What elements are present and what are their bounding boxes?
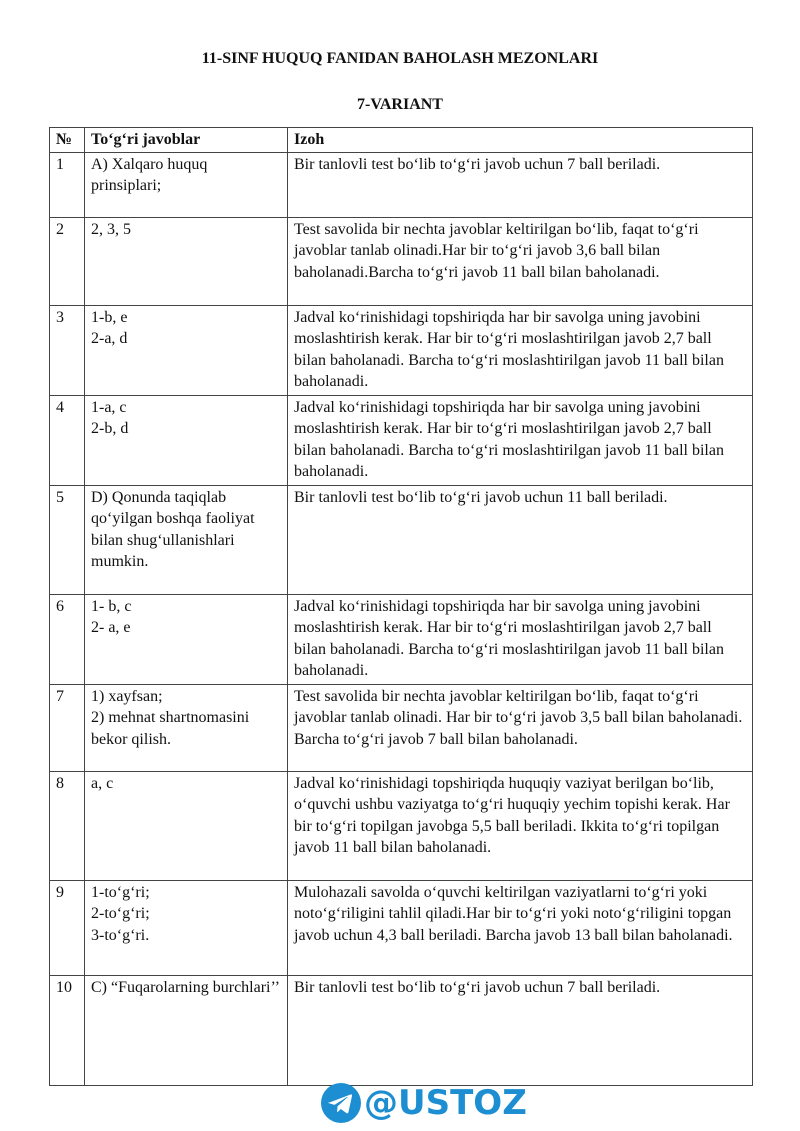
row-answer: a, c [85, 771, 288, 880]
document-title: 11-SINF HUQUQ FANIDAN BAHOLASH MEZONLARI [201, 50, 599, 67]
table-row [50, 771, 753, 880]
row-number: 8 [50, 771, 85, 880]
logo-text: @USTOZ [364, 1083, 527, 1123]
grading-table [49, 127, 753, 1086]
row-answer: 1- b, c 2- a, e [85, 594, 288, 684]
row-izoh: Bir tanlovli test bo‘lib to‘g‘ri javob uchun 7 ball beriladi. [288, 152, 753, 217]
row-number: 6 [50, 594, 85, 684]
ustoz-logo [320, 1081, 527, 1125]
row-answer: C) “Fuqarolarning burchlari’’ [85, 975, 288, 1085]
row-answer: 2, 3, 5 [85, 217, 288, 305]
row-number: 1 [50, 152, 85, 217]
variant-title: 7-VARIANT [357, 96, 443, 113]
table-row [50, 880, 753, 975]
row-number: 5 [50, 485, 85, 594]
row-izoh: Jadval ko‘rinishidagi topshiriqda har bir savolga uning javobini moslashtirish kerak. Har bir to‘g‘ri moslashtirilgan javob 2,7 ball bilan baholanadi. Barcha to‘g‘ri moslashtirilgan javob 11 ball bilan baholanadi. [288, 305, 753, 395]
row-answer: 1-to‘g‘ri; 2-to‘g‘ri; 3-to‘g‘ri. [85, 880, 288, 975]
row-izoh: Jadval ko‘rinishidagi topshiriqda har bir savolga uning javobini moslashtirish kerak. Har bir to‘g‘ri moslashtirilgan javob 2,7 ball bilan baholanadi. Barcha to‘g‘ri moslashtirilgan javob 11 ball bilan baholanadi. [288, 395, 753, 485]
row-number: 4 [50, 395, 85, 485]
table-row [50, 217, 753, 305]
row-izoh: Test savolida bir nechta javoblar keltirilgan bo‘lib, faqat to‘g‘ri javoblar tanlab olinadi.Har bir to‘g‘ri javob 3,6 ball bilan baholanadi.Barcha to‘g‘ri javob 11 ball bilan baholanadi. [288, 217, 753, 305]
row-number: 7 [50, 684, 85, 771]
header-answers: To‘g‘ri javoblar [85, 128, 288, 153]
row-izoh: Mulohazali savolda o‘quvchi keltirilgan vaziyatlarni to‘g‘ri yoki noto‘g‘riligini tahlil qiladi.Har bir to‘g‘ri yoki noto‘g‘riligini topgan javob uchun 4,3 ball beriladi. Barcha javob 13 ball bilan baholanadi. [288, 880, 753, 975]
row-answer: D) Qonunda taqiqlab qo‘yilgan boshqa faoliyat bilan shug‘ullanishlari mumkin. [85, 485, 288, 594]
table-row [50, 305, 753, 395]
header-izoh: Izoh [288, 128, 753, 153]
telegram-icon [320, 1082, 362, 1124]
row-number: 10 [50, 975, 85, 1085]
row-number: 3 [50, 305, 85, 395]
row-izoh: Test savolida bir nechta javoblar keltirilgan bo‘lib, faqat to‘g‘ri javoblar tanlab olinadi. Har bir to‘g‘ri javob 3,5 ball bilan baholanadi. Barcha to‘g‘ri javob 7 ball bilan baholanadi. [288, 684, 753, 771]
table-row [50, 152, 753, 217]
row-answer: 1-b, e 2-a, d [85, 305, 288, 395]
row-number: 9 [50, 880, 85, 975]
table-row [50, 594, 753, 684]
table-row [50, 485, 753, 594]
row-answer: 1-a, c 2-b, d [85, 395, 288, 485]
row-izoh: Bir tanlovli test bo‘lib to‘g‘ri javob uchun 7 ball beriladi. [288, 975, 753, 1085]
header-number: № [50, 128, 85, 153]
row-izoh: Jadval ko‘rinishidagi topshiriqda huquqiy vaziyat berilgan bo‘lib, o‘quvchi ushbu vaziyatga to‘g‘ri huquqiy yechim topishi kerak. Har bir to‘g‘ri topilgan javobga 5,5 ball beriladi. Ikkita to‘g‘ri topilgan javob 11 ball bilan baholanadi. [288, 771, 753, 880]
row-izoh: Bir tanlovli test bo‘lib to‘g‘ri javob uchun 11 ball beriladi. [288, 485, 753, 594]
row-izoh: Jadval ko‘rinishidagi topshiriqda har bir savolga uning javobini moslashtirish kerak. Har bir to‘g‘ri moslashtirilgan javob 2,7 ball bilan baholanadi. Barcha to‘g‘ri moslashtirilgan javob 11 ball bilan baholanadi. [288, 594, 753, 684]
row-number: 2 [50, 217, 85, 305]
table-row [50, 975, 753, 1085]
row-answer: 1) xayfsan; 2) mehnat shartnomasini bekor qilish. [85, 684, 288, 771]
table-row [50, 684, 753, 771]
table-row [50, 395, 753, 485]
row-answer: A) Xalqaro huquq prinsiplari; [85, 152, 288, 217]
table-header-row [50, 128, 753, 153]
